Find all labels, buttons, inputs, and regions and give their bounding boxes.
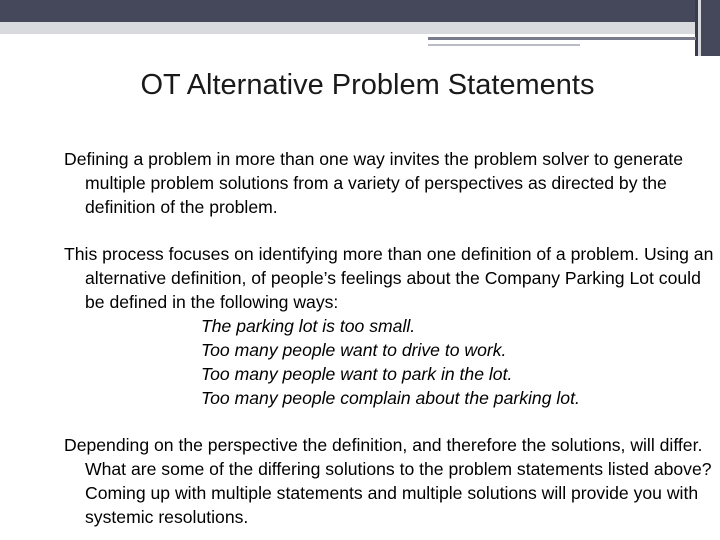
slide-body (64, 147, 720, 529)
accent-line (428, 37, 696, 40)
example-statement: Too many people want to park in the lot. (201, 364, 513, 384)
header-band (0, 0, 720, 22)
accent-line-secondary (428, 44, 580, 46)
slide-title: OT Alternative Problem Statements (140, 69, 595, 101)
example-statement: Too many people complain about the parking lot. (201, 388, 580, 408)
paragraph-depending: Depending on the perspective the definition, and therefore the solutions, will differ. What are some of the differing solutions to the problem statements listed above? Coming up with multiple statements and multiple solutions will provide you with systemic resolutions. (64, 435, 712, 527)
paragraph-defining: Defining a problem in more than one way invites the problem solver to generate multiple problem solutions from a variety of perspectives as directed by the definition of the problem. (64, 149, 684, 217)
paragraph-process-text: This process focuses on identifying more than one definition of a problem. Using an alternative definition, of people’s feelings about the Company Parking Lot could be defined in the following ways: (64, 244, 714, 312)
example-statement: Too many people want to drive to work. (201, 340, 507, 360)
example-statement: The parking lot is too small. (201, 316, 416, 336)
header-corner-decoration (695, 0, 720, 56)
paragraph-process (64, 242, 720, 410)
header-band-light (0, 22, 720, 34)
